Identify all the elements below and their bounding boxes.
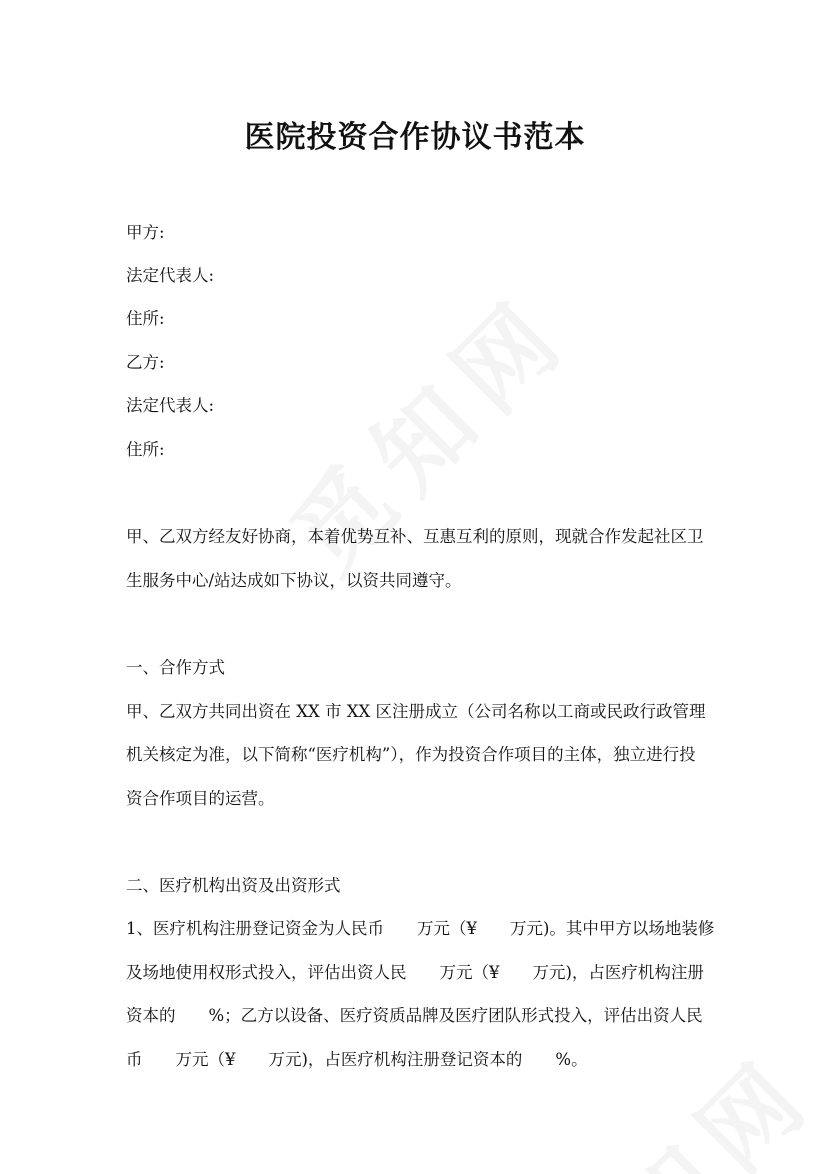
section-2-line: 币 万元（¥ 万元)，占医疗机构注册登记资本的 %。 bbox=[126, 1050, 588, 1069]
party-a-representative-label: 法定代表人: bbox=[126, 266, 215, 285]
watermark bbox=[502, 1019, 830, 1174]
document-title: 医院投资合作协议书范本 bbox=[244, 120, 586, 155]
section-1-line: 甲、乙双方共同出资在 XX 市 XX 区注册成立（公司名称以工商或民政行政管理 bbox=[126, 702, 706, 721]
party-b-address-label: 住所: bbox=[126, 440, 165, 459]
party-b-representative-label: 法定代表人: bbox=[126, 396, 215, 415]
section-1-line: 机关核定为准，以下简称“医疗机构”），作为投资合作项目的主体，独立进行投 bbox=[126, 745, 696, 764]
section-2-heading: 二、医疗机构出资及出资形式 bbox=[126, 876, 341, 895]
section-1-line: 资合作项目的运营。 bbox=[126, 789, 275, 808]
party-b-label: 乙方: bbox=[126, 353, 165, 372]
section-1-heading: 一、合作方式 bbox=[126, 658, 225, 677]
intro-line: 生服务中心/站达成如下协议，以资共同遵守。 bbox=[126, 571, 462, 590]
section-2-line: 1、医疗机构注册登记资金为人民币 万元（¥ 万元)。其中甲方以场地装修 bbox=[126, 919, 715, 938]
party-a-address-label: 住所: bbox=[126, 309, 165, 328]
party-a-label: 甲方: bbox=[126, 223, 165, 242]
intro-line: 甲、乙双方经友好协商，本着优势互补、互惠互利的原则，现就合作发起社区卫 bbox=[126, 527, 704, 546]
section-2-line: 及场地使用权形式投入，评估出资人民 万元（¥ 万元)，占医疗机构注册 bbox=[126, 963, 704, 982]
section-2-line: 资本的 %；乙方以设备、医疗资质品牌及医疗团队形式投入，评估出资人民 bbox=[126, 1006, 703, 1025]
